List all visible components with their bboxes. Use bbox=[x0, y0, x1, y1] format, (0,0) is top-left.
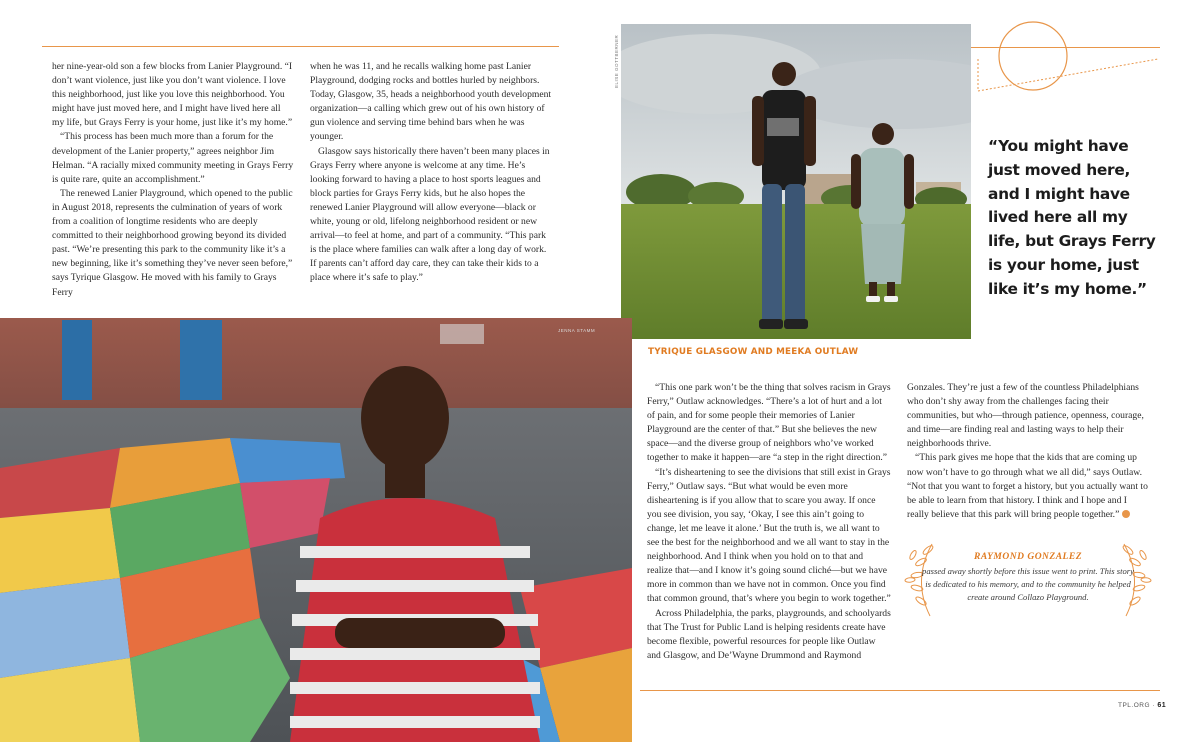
photo-glasgow-outlaw bbox=[621, 24, 971, 339]
paragraph: Gonzales. They’re just a few of the countless Philadelphians who don’t shy away from the challenges facing their communities, but who—through patience, openness, courage, and time—are finding real and lasting ways to help their neighborhoods thrive. bbox=[907, 382, 1144, 450]
paragraph: The renewed Lanier Playground, which opened to the public in August 2018, represents the culmination of years of work from a coalition of longtime residents who are deeply committed to their neighborhood growing beyond its divided past. “We’re presenting this park to the community like it’s a new beginning, like it’s something they’ve never seen before,” says Tyrique Glasgow. He moved with his family to Grays Ferry bbox=[52, 187, 293, 298]
photo-boy-playground bbox=[0, 318, 632, 742]
memorial-box bbox=[922, 552, 1134, 604]
geometric-ornament bbox=[970, 15, 1165, 115]
photo-credit-top: ELISE GOTTBERNER bbox=[614, 34, 619, 88]
folio-site: TPL.ORG bbox=[1118, 702, 1151, 709]
paragraph: “This process has been much more than a forum for the development of the Lanier property,” agrees neighbor Jim Helman. “A racially mixed community meeting in Grays Ferry is quite rare, quite an accomplishment.” bbox=[52, 131, 294, 185]
memorial-note: passed away shortly before this issue went to print. This story is dedicated to his memory, and to the community he helped create around Collazo Playground. bbox=[922, 566, 1134, 602]
paragraph: when he was 11, and he recalls walking home past Lanier Playground, dodging rocks and bottles hurled by neighbors. Today, Glasgow, 35, heads a neighborhood youth development organization—a calling which grew out of his own history of gun violence and serving time behind bars when he was younger. bbox=[310, 61, 552, 143]
paragraph: “It’s disheartening to see the divisions that still exist in Grays Ferry,” Outlaw says. “But what would be even more disheartening is if you allow that to scare you away. If once you see division, you say, ‘Okay, I see this ain’t going to change, let me leave it alone.’ But the truth is, we all want to see the best for the neighborhood and we all want to stay in the neighborhood. And I think when you hold on to that and realize that—and I know it’s going sound cliché—but we have more in common than we have not in common. Once you find that common ground, that’s where you begin to work together.” bbox=[647, 466, 891, 605]
page-folio bbox=[1118, 702, 1166, 709]
paragraph: “This one park won’t be the thing that solves racism in Grays Ferry,” Outlaw acknowledges. “There’s a lot of hurt and a lot of pain, and for some people their memories of Lanier Playground are the center of that.” But she believes the new space—and the diverse group of neighbors who’ve worked together to make it happen—are “a step in the right direction.” bbox=[647, 382, 891, 464]
photo-credit-bottom: JENNA STAMM bbox=[558, 328, 596, 333]
paragraph-text: “This park gives me hope that the kids that are coming up now won’t have to go through what we all did,” says Outlaw. “Not that you want to forget a history, but you actually want to be able to learn from that history. I think and I hope and I really believe that this park will bring people together.” bbox=[907, 452, 1148, 520]
paragraph bbox=[907, 451, 1151, 521]
article-column-2 bbox=[310, 60, 553, 286]
photo-caption: TYRIQUE GLASGOW AND MEEKA OUTLAW bbox=[648, 347, 859, 357]
folio-separator: · bbox=[1152, 702, 1156, 709]
end-mark-icon bbox=[1122, 510, 1130, 518]
pull-quote: “You might have just moved here, and I might have lived here all my life, but Grays Ferry is your home, just like it’s my home.” bbox=[988, 137, 1156, 298]
article-column-4 bbox=[907, 381, 1151, 522]
ornament-circle bbox=[999, 22, 1067, 90]
top-rule-left bbox=[42, 46, 559, 47]
paragraph: her nine-year-old son a few blocks from Lanier Playground. “I don’t want violence, just like you don’t want violence. I love this neighborhood, just like you love this neighborhood. You might have just moved here, and I might have lived here all my life, but Grays Ferry is your home, just like it’s my home.” bbox=[52, 61, 293, 129]
article-column-3 bbox=[647, 381, 891, 663]
article-column-1 bbox=[52, 60, 295, 300]
bottom-rule-right bbox=[640, 690, 1160, 691]
page-number: 61 bbox=[1157, 702, 1167, 709]
paragraph: Glasgow says historically there haven’t been many places in Grays Ferry where anyone is welcome at any time. He’s looking forward to having a place to host sports leagues and block parties for Grays Ferry kids, but he also hopes the renewed Lanier Playground will allow everyone—black or white, young or old, lifelong neighborhood resident or new arrival—to feel at home, and part of a community. “This park is the place where families can walk after a long day of work. If parents can’t afford day care, they can take their kids to a place where it’s safe to play.” bbox=[310, 145, 550, 284]
paragraph: Across Philadelphia, the parks, playgrounds, and schoolyards that The Trust for Public Land is helping residents create have become flexible, powerful resources for people like Outlaw and Glasgow, and De’Wayne Drummond and Raymond bbox=[647, 607, 891, 661]
memorial-name: RAYMOND GONZALEZ bbox=[973, 552, 1083, 562]
